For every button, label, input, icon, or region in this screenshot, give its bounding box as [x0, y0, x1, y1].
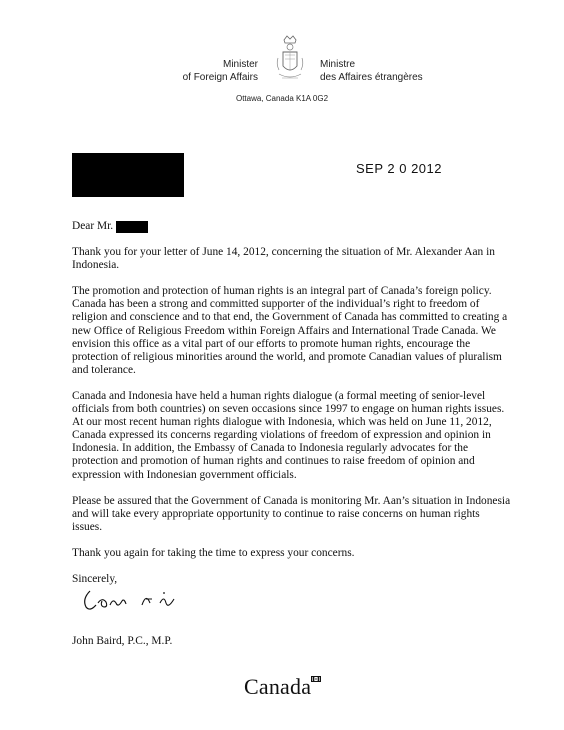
closing: Sincerely,	[72, 572, 118, 585]
paragraph-dialogue: Canada and Indonesia have held a human rights dialogue (a formal meeting of senior-level officials from both countries) on seven occasions since 1997 to engage on human rights issues. At our most recent human rights dialogue with Indonesia, which was held on June 11, 2012, Canada expressed its concerns regarding violations of freedom of expression and opinion in Indonesia. In addition, the Embassy of Canada to Indonesia regularly advocates for the protection and promotion of human rights and continues to raise freedom of opinion and expression with Indonesian government officials.	[72, 389, 505, 481]
redacted-recipient-block	[72, 153, 184, 197]
salutation: Dear Mr.	[72, 220, 114, 232]
canada-wordmark: Canada	[244, 674, 312, 699]
date-stamp: SEP 2 0 2012	[356, 161, 442, 176]
canada-flag-icon	[311, 676, 321, 682]
paragraph-monitoring: Please be assured that the Government of Canada is monitoring Mr. Aan’s situation in Indonesia and will take every appropriate opportunity to continue to raise concerns on human rights issues.	[72, 494, 511, 533]
salutation-line	[72, 220, 512, 233]
letterhead-dept-en: of Foreign Affairs	[182, 72, 258, 83]
letterhead-title-fr: Ministre	[320, 59, 356, 70]
coat-of-arms-icon	[270, 34, 310, 92]
letterhead-dept-fr: des Affaires étrangères	[320, 72, 423, 83]
redacted-name	[116, 221, 148, 233]
letterhead-french	[320, 58, 423, 84]
paragraph-intro: Thank you for your letter of June 14, 2012, concerning the situation of Mr. Alexander Aan in Indonesia.	[72, 246, 495, 272]
signature-icon	[80, 585, 190, 615]
letter-body	[72, 220, 512, 599]
signer-name: John Baird, P.C., M.P.	[72, 635, 173, 647]
letterhead-address: Ottawa, Canada K1A 0G2	[235, 94, 329, 103]
paragraph-human-rights-policy: The promotion and protection of human rights is an integral part of Canada’s foreign policy. Canada has been a strong and committed supporter of the individual’s right to freedom of religion and conscience and to that end, the Government of Canada has committed to creating a new Office of Religious Freedom within Foreign Affairs and International Trade Canada. We envision this office as a vital part of our efforts to promote human rights, encourage the protection of religious minorities around the world, and promote Canadian values of pluralism and tolerance.	[72, 285, 508, 376]
letterhead-title-en: Minister	[222, 59, 258, 70]
paragraph-thanks: Thank you again for taking the time to express your concerns.	[72, 546, 355, 559]
letterhead-english	[183, 58, 258, 84]
